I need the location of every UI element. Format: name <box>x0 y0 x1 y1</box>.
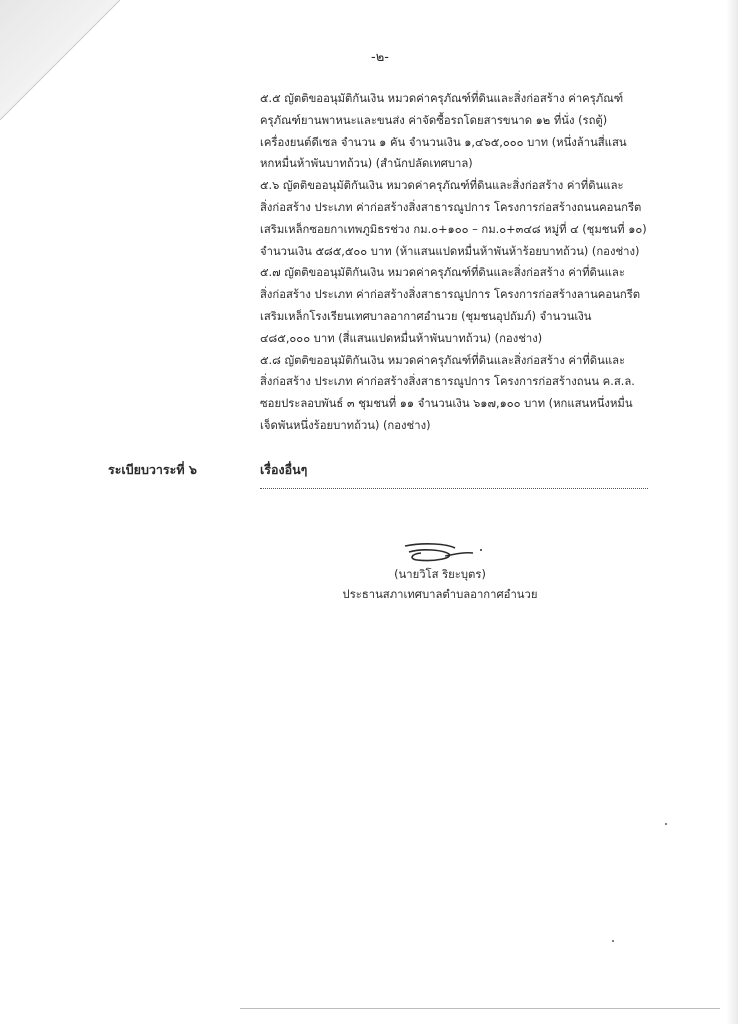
motion-text-line: ๕.๗ ญัตติขออนุมัติกันเงิน หมวดค่าครุภัณฑ์ที่ดินและสิ่งก่อสร้าง ค่าที่ดินและ <box>260 266 625 280</box>
scan-speck <box>665 823 667 825</box>
motion-text-line: ซอยประลอบพันธ์ ๓ ชุมชนที่ ๑๑ จำนวนเงิน ๖๑๗,๑๐๐ บาท (หกแสนหนึ่งหมื่น <box>260 397 633 411</box>
scan-speck <box>612 940 614 942</box>
motion-text-line: สิ่งก่อสร้าง ประเภท ค่าก่อสร้างสิ่งสาธารณูปการ โครงการก่อสร้างถนน ค.ส.ล. <box>260 375 635 389</box>
motion-text-line: เครื่องยนต์ดีเซล จำนวน ๑ คัน จำนวนเงิน ๑,๔๖๕,๐๐๐ บาท (หนึ่งล้านสี่แสน <box>260 135 627 149</box>
motion-list <box>260 88 652 437</box>
scan-bottom-edge <box>240 1008 720 1009</box>
motion-text-line: ๕.๘ ญัตติขออนุมัติกันเงิน หมวดค่าครุภัณฑ์ที่ดินและสิ่งก่อสร้าง ค่าที่ดินและ <box>260 353 626 367</box>
motion-text-line: เจ็ดพันหนึ่งร้อยบาทถ้วน) (กองช่าง) <box>260 418 431 432</box>
motion-text-line: ครุภัณฑ์ยานพาหนะและขนส่ง ค่าจัดซื้อรถโดยสารขนาด ๑๒ ที่นั่ง (รถตู้) <box>260 113 608 127</box>
dotted-blank-line <box>260 488 648 489</box>
scan-right-edge <box>726 0 738 1024</box>
motion-text-line: ๕.๕ ญัตติขออนุมัติกันเงิน หมวดค่าครุภัณฑ์ที่ดินและสิ่งก่อสร้าง ค่าครุภัณฑ์ <box>260 92 624 105</box>
scan-fold-shadow <box>0 0 150 150</box>
agenda-title: เรื่องอื่นๆ <box>260 462 308 477</box>
motion-text-line: จำนวนเงิน ๕๘๕,๕๐๐ บาท (ห้าแสนแปดหมื่นห้าพันห้าร้อยบาทถ้วน) (กองช่าง) <box>260 244 640 258</box>
motion-text-line: สิ่งก่อสร้าง ประเภท ค่าก่อสร้างสิ่งสาธารณูปการ โครงการก่อสร้างถนนคอนกรีต <box>260 200 642 214</box>
motion-text-line: ๔๘๕,๐๐๐ บาท (สี่แสนแปดหมื่นห้าพันบาทถ้วน) (กองช่าง) <box>260 331 543 345</box>
motion-text-line: ๕.๖ ญัตติขออนุมัติกันเงิน หมวดค่าครุภัณฑ์ที่ดินและสิ่งก่อสร้าง ค่าที่ดินและ <box>260 179 624 193</box>
signer-name: (นายวิโส ริยะบุตร) <box>394 568 486 581</box>
handwritten-signature <box>395 540 485 568</box>
motion-text-line: สิ่งก่อสร้าง ประเภท ค่าก่อสร้างสิ่งสาธารณูปการ โครงการก่อสร้างลานคอนกรีต <box>260 288 641 302</box>
motion-text-line: เสริมเหล็กโรงเรียนเทศบาลอากาศอำนวย (ชุมชนอุปถัมภ์) จำนวนเงิน <box>260 309 592 323</box>
agenda-number-label: ระเบียบวาระที่ ๖ <box>108 462 197 477</box>
signer-position: ประธานสภาเทศบาลตำบลอากาศอำนวย <box>342 588 538 601</box>
motion-text-line: หกหมื่นห้าพันบาทถ้วน) (สำนักปลัดเทศบาล) <box>260 157 473 171</box>
motion-text-line: เสริมเหล็กซอยกาเทพภูมิธรช่วง กม.๐+๑๐๐ – กม.๐+๓๔๘ หมู่ที่ ๔ (ชุมชนที่ ๑๐) <box>260 222 647 236</box>
page-number: -๒- <box>371 50 389 65</box>
